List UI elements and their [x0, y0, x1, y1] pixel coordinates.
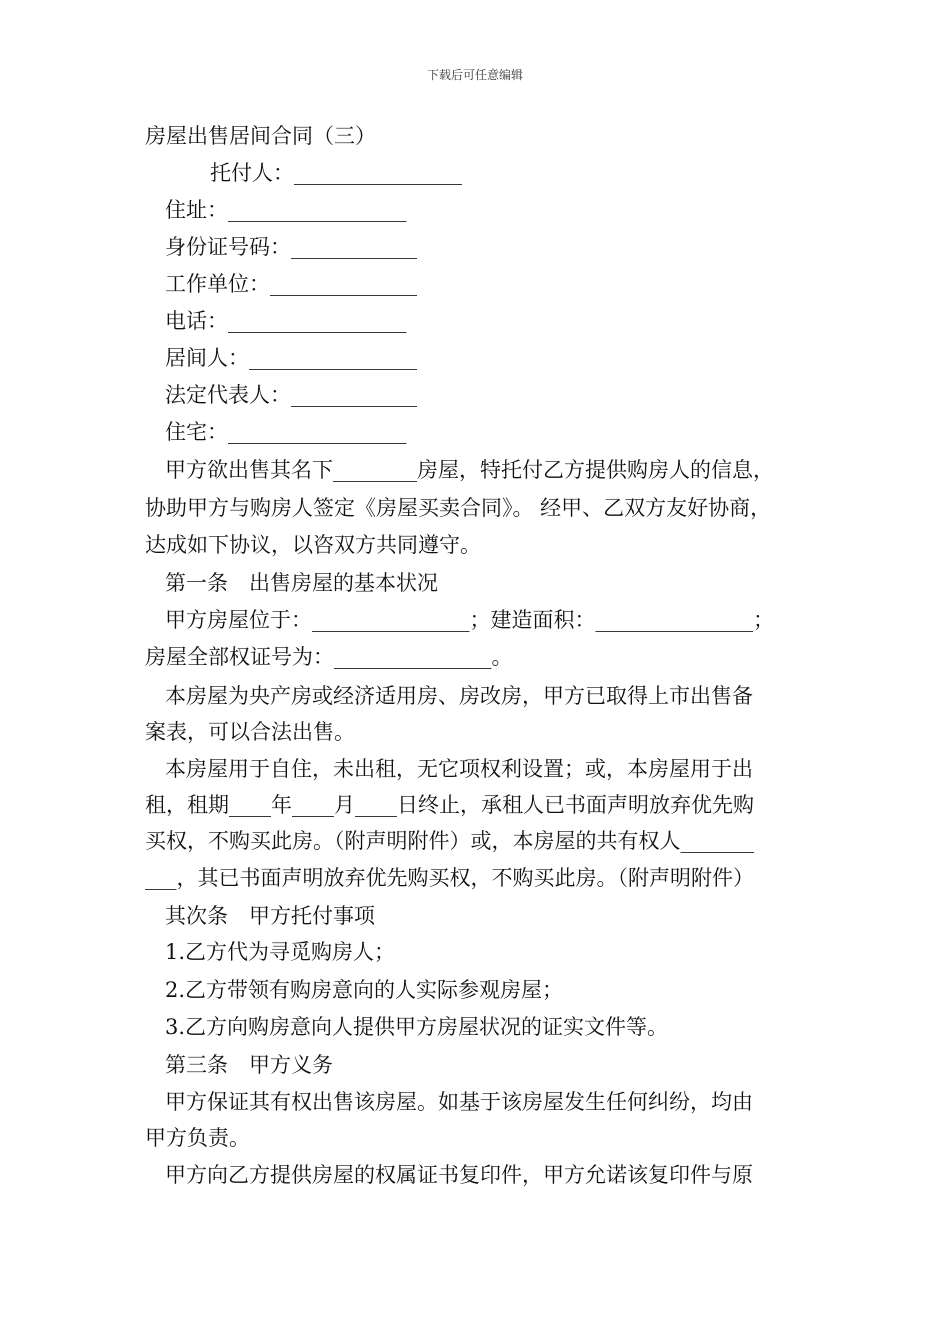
article-2-item: 2.乙方带领有购房意向的人实际参观房屋； — [165, 978, 564, 1002]
article-1-line: 甲方房屋位于：_______________；建造面积：_______________； — [165, 608, 774, 632]
intro-line: 达成如下协议，以咨双方共同遵守。 — [145, 533, 481, 557]
article-1-line: 买权，不购买此房。（附声明附件）或，本房屋的共有权人_______ — [145, 829, 754, 853]
article-1-line: 租，租期____年____月____日终止，承租人已书面声明放弃优先购 — [145, 793, 754, 817]
article-3-title: 第三条 甲方义务 — [165, 1053, 333, 1077]
intro-line: 协助甲方与购房人签定《房屋买卖合同》。 经甲、乙双方友好协商， — [145, 496, 772, 520]
field-residence: 住宅：_________________ — [165, 420, 407, 444]
intro-line: 甲方欲出售其名下________房屋，特托付乙方提供购房人的信息， — [165, 458, 774, 482]
field-phone: 电话：_________________ — [165, 309, 407, 333]
article-2-title: 其次条 甲方托付事项 — [165, 904, 375, 928]
article-1-line: 案表，可以合法出售。 — [145, 720, 355, 744]
document-title: 房屋出售居间合同（三） — [145, 124, 376, 148]
article-1-line: 本房屋用于自住，未出租，无它项权利设置；或，本房屋用于出 — [165, 757, 753, 781]
field-intermediary: 居间人：________________ — [165, 346, 417, 370]
article-1-title: 第一条 出售房屋的基本状况 — [165, 571, 438, 595]
article-1-line: 本房屋为央产房或经济适用房、房改房，甲方已取得上市出售备 — [165, 684, 753, 708]
field-legal-representative: 法定代表人：____________ — [165, 383, 417, 407]
article-3-line: 甲方保证其有权出售该房屋。如基于该房屋发生任何纠纷，均由 — [165, 1090, 753, 1114]
field-employer: 工作单位：______________ — [165, 272, 417, 296]
article-2-item: 1.乙方代为寻觅购房人； — [165, 940, 396, 964]
page-header: 下载后可任意编辑 — [426, 68, 523, 82]
article-3-line: 甲方负责。 — [145, 1126, 250, 1150]
article-2-item: 3.乙方向购房意向人提供甲方房屋状况的证实文件等。 — [165, 1015, 669, 1039]
article-3-line: 甲方向乙方提供房屋的权属证书复印件，甲方允诺该复印件与原 — [165, 1163, 753, 1187]
field-address: 住址：_________________ — [165, 198, 407, 222]
field-id-number: 身份证号码：____________ — [165, 235, 417, 259]
article-1-line: 房屋全部权证号为：_______________。 — [145, 645, 513, 669]
field-principal: 托付人：________________ — [210, 161, 462, 185]
article-1-line: ___，其已书面声明放弃优先购买权，不购买此房。（附声明附件） — [145, 866, 754, 890]
